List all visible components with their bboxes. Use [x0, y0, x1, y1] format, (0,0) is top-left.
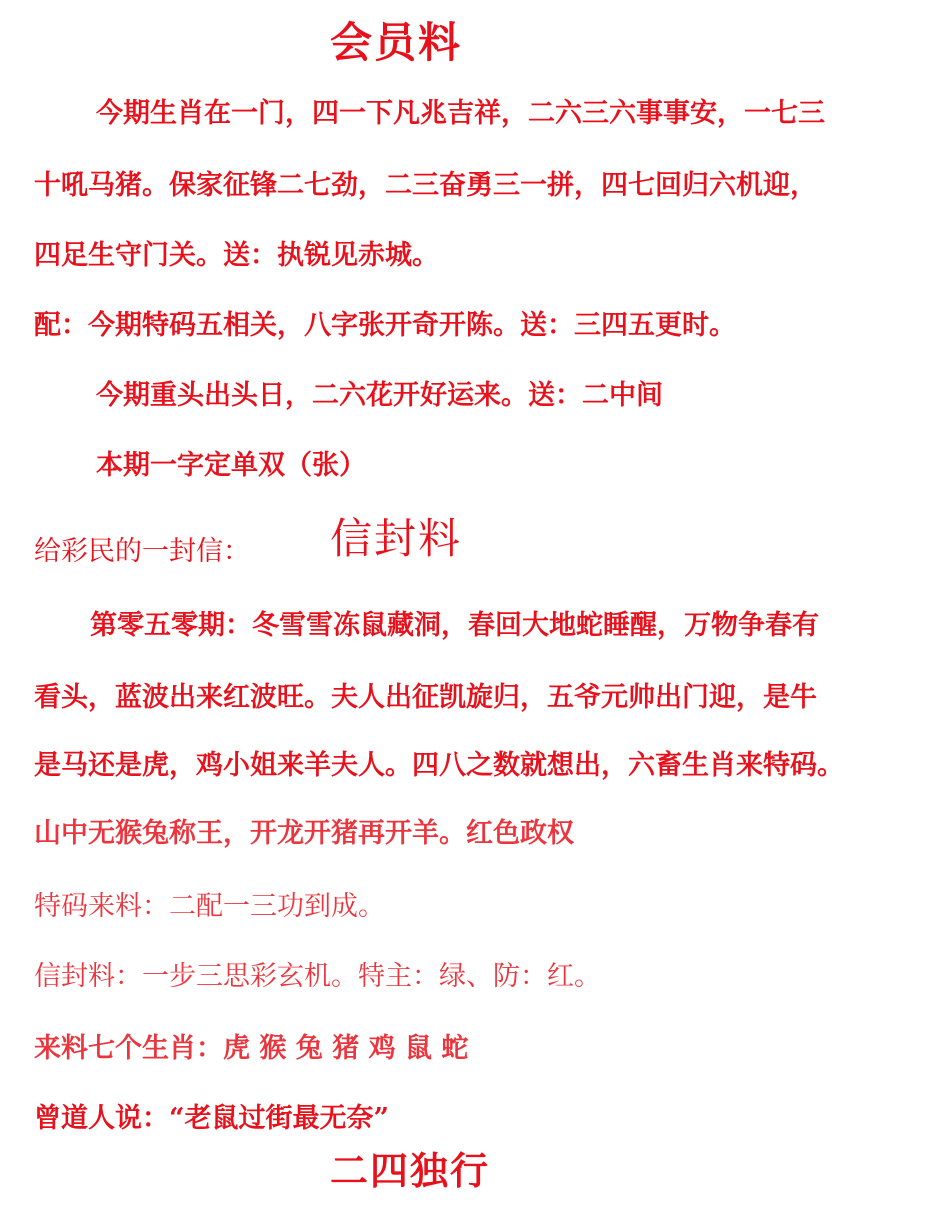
- envelope-line-6: 信封料：一步三思彩玄机。特主：绿、防：红。: [34, 961, 601, 992]
- envelope-line-5: 特码来料：二配一三功到成。: [34, 891, 385, 922]
- envelope-line-2: 看头，蓝波出来红波旺。夫人出征凯旋归，五爷元帅出门迎，是牛: [34, 682, 817, 713]
- envelope-line-1: 第零五零期：冬雪雪冻鼠藏洞，春回大地蛇睡醒，万物争春有: [90, 610, 819, 641]
- member-line-3: 四足生守门关。送：执锐见赤城。: [34, 240, 439, 271]
- envelope-line-4: 山中无猴兔称王，开龙开猪再开羊。红色政权: [34, 818, 574, 849]
- envelope-line-3: 是马还是虎，鸡小姐来羊夫人。四八之数就想出，六畜生肖来特码。: [34, 750, 844, 781]
- letter-intro: 给彩民的一封信：: [34, 536, 250, 567]
- footer-text: 二四独行: [330, 1148, 491, 1193]
- envelope-line-7: 来料七个生肖：虎 猴 兔 猪 鸡 鼠 蛇: [34, 1033, 469, 1064]
- envelope-line-8: 曾道人说：“老鼠过街最无奈”: [34, 1103, 390, 1134]
- section-title-envelope: 信封料: [330, 514, 463, 563]
- member-line-6: 本期一字定单双（张）: [96, 450, 366, 481]
- member-line-1: 今期生肖在一门，四一下凡兆吉祥，二六三六事事安，一七三: [96, 98, 825, 129]
- section-title-member: 会员料: [330, 18, 463, 67]
- member-line-2: 十吼马猪。保家征锋二七劲，二三奋勇三一拼，四七回归六机迎，: [34, 170, 817, 201]
- member-line-5: 今期重头出头日，二六花开好运来。送：二中间: [96, 380, 663, 411]
- member-line-4: 配：今期特码五相关，八字张开奇开陈。送：三四五更时。: [34, 310, 736, 341]
